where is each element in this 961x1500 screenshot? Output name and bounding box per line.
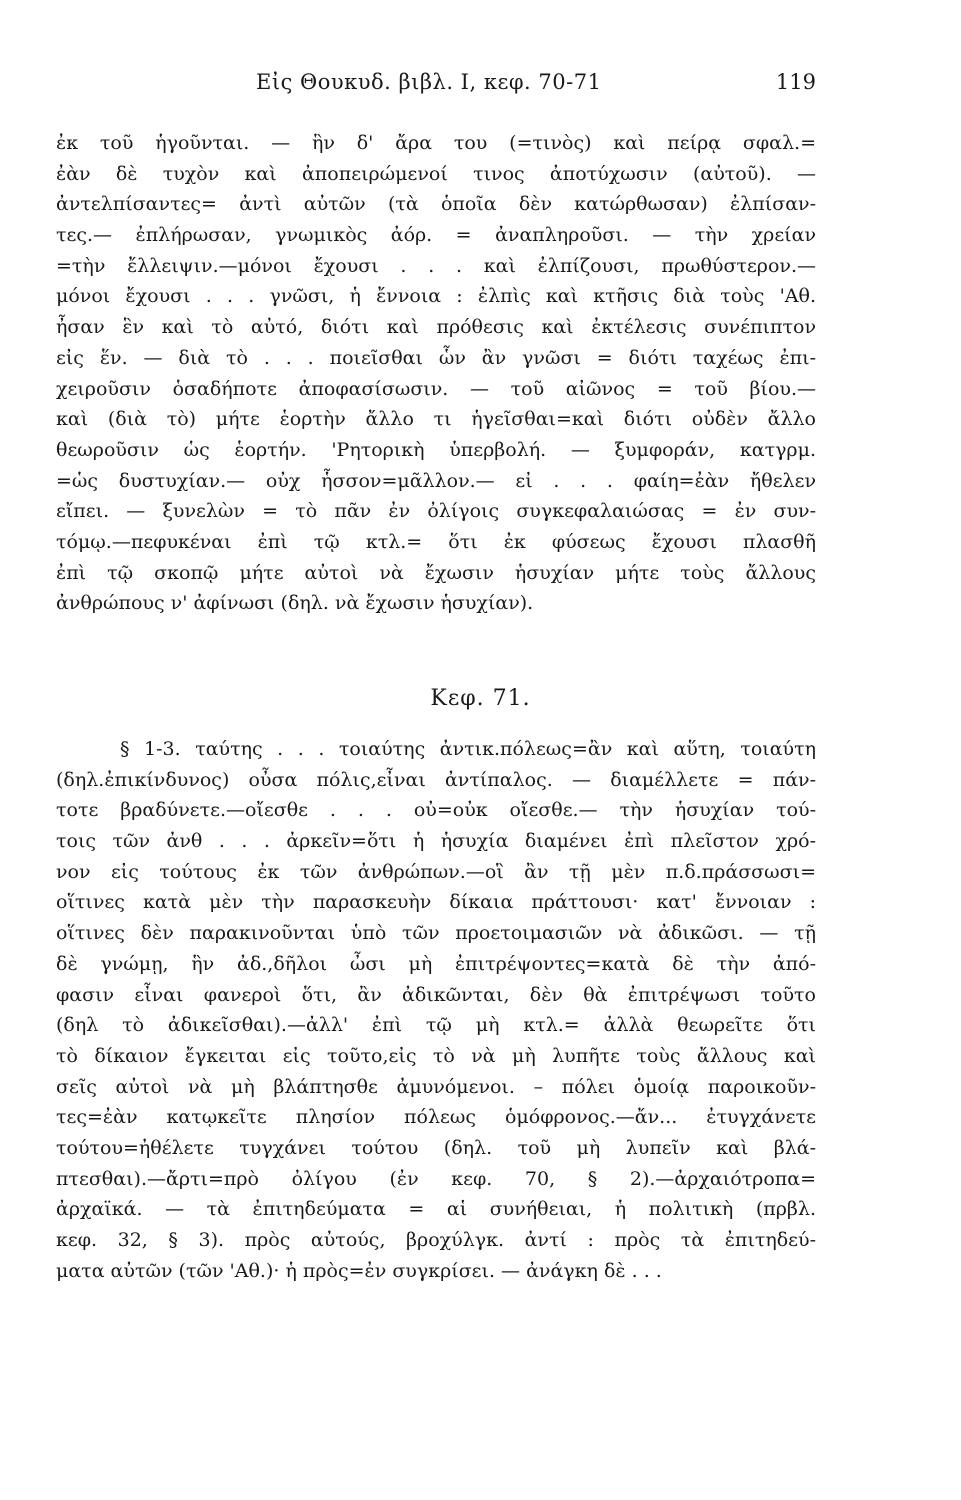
commentary-block-chapter-70 [56, 128, 816, 619]
text-line: ἦσαν ἓν καὶ τὸ αὐτό, διότι καὶ πρόθεσις καὶ ἐκτέλεσις συνέπιπτον [56, 316, 816, 339]
page-number: 119 [775, 70, 816, 94]
text-line: τόμῳ.—πεφυκέναι ἐπὶ τῷ κτλ.= ὅτι ἐκ φύσεως ἔχουσι πλασθῆ [56, 530, 816, 553]
text-line: =τὴν ἔλλειψιν.—μόνοι ἔχουσι . . . καὶ ἐλπίζουσι, πρωθύστερον.— [56, 254, 816, 277]
text-line: (δηλ τὸ ἀδικεῖσθαι).—ἀλλ' ἐπὶ τῷ μὴ κτλ.= ἀλλὰ θεωρεῖτε ὅτι [56, 1014, 816, 1037]
text-line: τες=ἐὰν κατῳκεῖτε πλησίον πόλεως ὁμόφρονος.—ἄν... ἐτυγχάνετε [56, 1106, 816, 1129]
chapter-heading: Κεφ. 71. [430, 686, 531, 711]
text-line: δὲ γνώμῃ, ἣν ἀδ.,δῆλοι ὦσι μὴ ἐπιτρέψοντες=κατὰ δὲ τὴν ἀπό- [56, 952, 816, 975]
text-line: νον εἰς τούτους ἐκ τῶν ἀνθρώπων.—οἳ ἂν τῇ μὲν π.δ.πράσσωσι= [56, 860, 816, 883]
text-line: φασιν εἶναι φανεροὶ ὅτι, ἂν ἀδικῶνται, δὲν θὰ ἐπιτρέψωσι τοῦτο [56, 983, 816, 1006]
text-line: κεφ. 32, § 3). πρὸς αὐτούς, βροχύλγκ. ἀντί : πρὸς τὰ ἐπιτηδεύ- [56, 1229, 816, 1251]
text-line: ἐὰν δὲ τυχὸν καὶ ἀποπειρώμενοί τινος ἀποτύχωσιν (αὐτοῦ). — [56, 162, 816, 185]
text-line: σεῖς αὐτοὶ νὰ μὴ βλάπτησθε ἀμυνόμενοι. – πόλει ὁμοίᾳ παροικοῦν- [56, 1075, 816, 1098]
text-line: τοις τῶν ἀνθ . . . ἀρκεῖν=ὅτι ἡ ἡσυχία διαμένει ἐπὶ πλεῖστον χρό- [56, 830, 816, 853]
text-line: πτεσθαι).—ἄρτι=πρὸ ὀλίγου (ἐν κεφ. 70, § 2).—ἀρχαιότροπα= [56, 1167, 816, 1190]
text-line: § 1-3. ταύτης . . . τοιαύτης ἀντικ.πόλεως=ἂν καὶ αὕτη, τοιαύτη [120, 738, 816, 760]
text-line: καὶ (διὰ τὸ) μήτε ἑορτὴν ἄλλο τι ἡγεῖσθαι=καὶ διότι οὐδὲν ἄλλο [56, 408, 816, 431]
text-line: θεωροῦσιν ὡς ἑορτήν. 'Ρητορικὴ ὑπερβολή. — ξυμφοράν, κατγρμ. [56, 438, 816, 461]
text-line: μόνοι ἔχουσι . . . γνῶσι, ἡ ἔννοια : ἐλπὶς καὶ κτῆσις διὰ τοὺς 'Αθ. [56, 285, 816, 308]
text-line: ἀνθρώπους ν' ἀφίνωσι (δηλ. νὰ ἔχωσιν ἡσυχίαν). [56, 592, 534, 615]
running-head [56, 70, 816, 104]
text-line: ματα αὐτῶν (τῶν 'Αθ.)· ἡ πρὸς=ἐν συγκρίσει. — ἀνάγκη δὲ . . . [56, 1259, 662, 1282]
text-line: τοτε βραδύνετε.—οἴεσθε . . . οὐ=οὐκ οἴεσθε.— τὴν ἡσυχίαν τού- [56, 799, 816, 822]
text-line: οἵτινες κατὰ μὲν τὴν παρασκευὴν δίκαια πράττουσι· κατ' ἔννοιαν : [56, 891, 816, 914]
text-line: τες.— ἐπλήρωσαν, γνωμικὸς ἀόρ. = ἀναπληροῦσι. — τὴν χρείαν [56, 224, 816, 247]
text-line: εἴπει. — ξυνελὼν = τὸ πᾶν ἐν ὀλίγοις συγκεφαλαιώσας = ἐν συν- [56, 500, 816, 523]
commentary-block-chapter-71 [56, 734, 816, 1286]
running-title: Εἰς Θουκυδ. βιβλ. Ι, κεφ. 70-71 [256, 70, 602, 94]
text-line: τὸ δίκαιον ἔγκειται εἰς τοῦτο,εἰς τὸ νὰ μὴ λυπῆτε τοὺς ἄλλους καὶ [56, 1044, 816, 1067]
text-line: (δηλ.ἐπικίνδυνος) οὖσα πόλις,εἶναι ἀντίπαλος. — διαμέλλετε = πάν- [56, 768, 816, 791]
text-line: ἀντελπίσαντες= ἀντὶ αὐτῶν (τὰ ὁποῖα δὲν κατώρθωσαν) ἐλπίσαν- [56, 193, 816, 216]
text-line: ἐπὶ τῷ σκοπῷ μήτε αὐτοὶ νὰ ἔχωσιν ἡσυχίαν μήτε τοὺς ἄλλους [56, 561, 816, 584]
text-line: χειροῦσιν ὁσαδήποτε ἀποφασίσωσιν. — τοῦ αἰῶνος = τοῦ βίου.— [56, 377, 816, 400]
text-line: ἐκ τοῦ ἡγοῦνται. — ἣν δ' ἄρα του (=τινὸς) καὶ πείρᾳ σφαλ.= [56, 132, 816, 154]
text-line: οἵτινες δὲν παρακινοῦνται ὑπὸ τῶν προετοιμασιῶν νὰ ἀδικῶσι. — τῇ [56, 922, 816, 945]
text-line: εἰς ἕν. — διὰ τὸ . . . ποιεῖσθαι ὧν ἂν γνῶσι = διότι ταχέως ἐπι- [56, 346, 816, 369]
text-line: =ὡς δυστυχίαν.— οὐχ ἧσσον=μᾶλλον.— εἰ . . . φαίη=ἐὰν ἤθελεν [56, 469, 816, 492]
text-line: ἀρχαϊκά. — τὰ ἐπιτηδεύματα = αἱ συνήθειαι, ἡ πολιτικὴ (πρβλ. [56, 1198, 816, 1221]
text-line: τούτου=ἠθέλετε τυγχάνει τούτου (δηλ. τοῦ μὴ λυπεῖν καὶ βλά- [56, 1136, 816, 1159]
